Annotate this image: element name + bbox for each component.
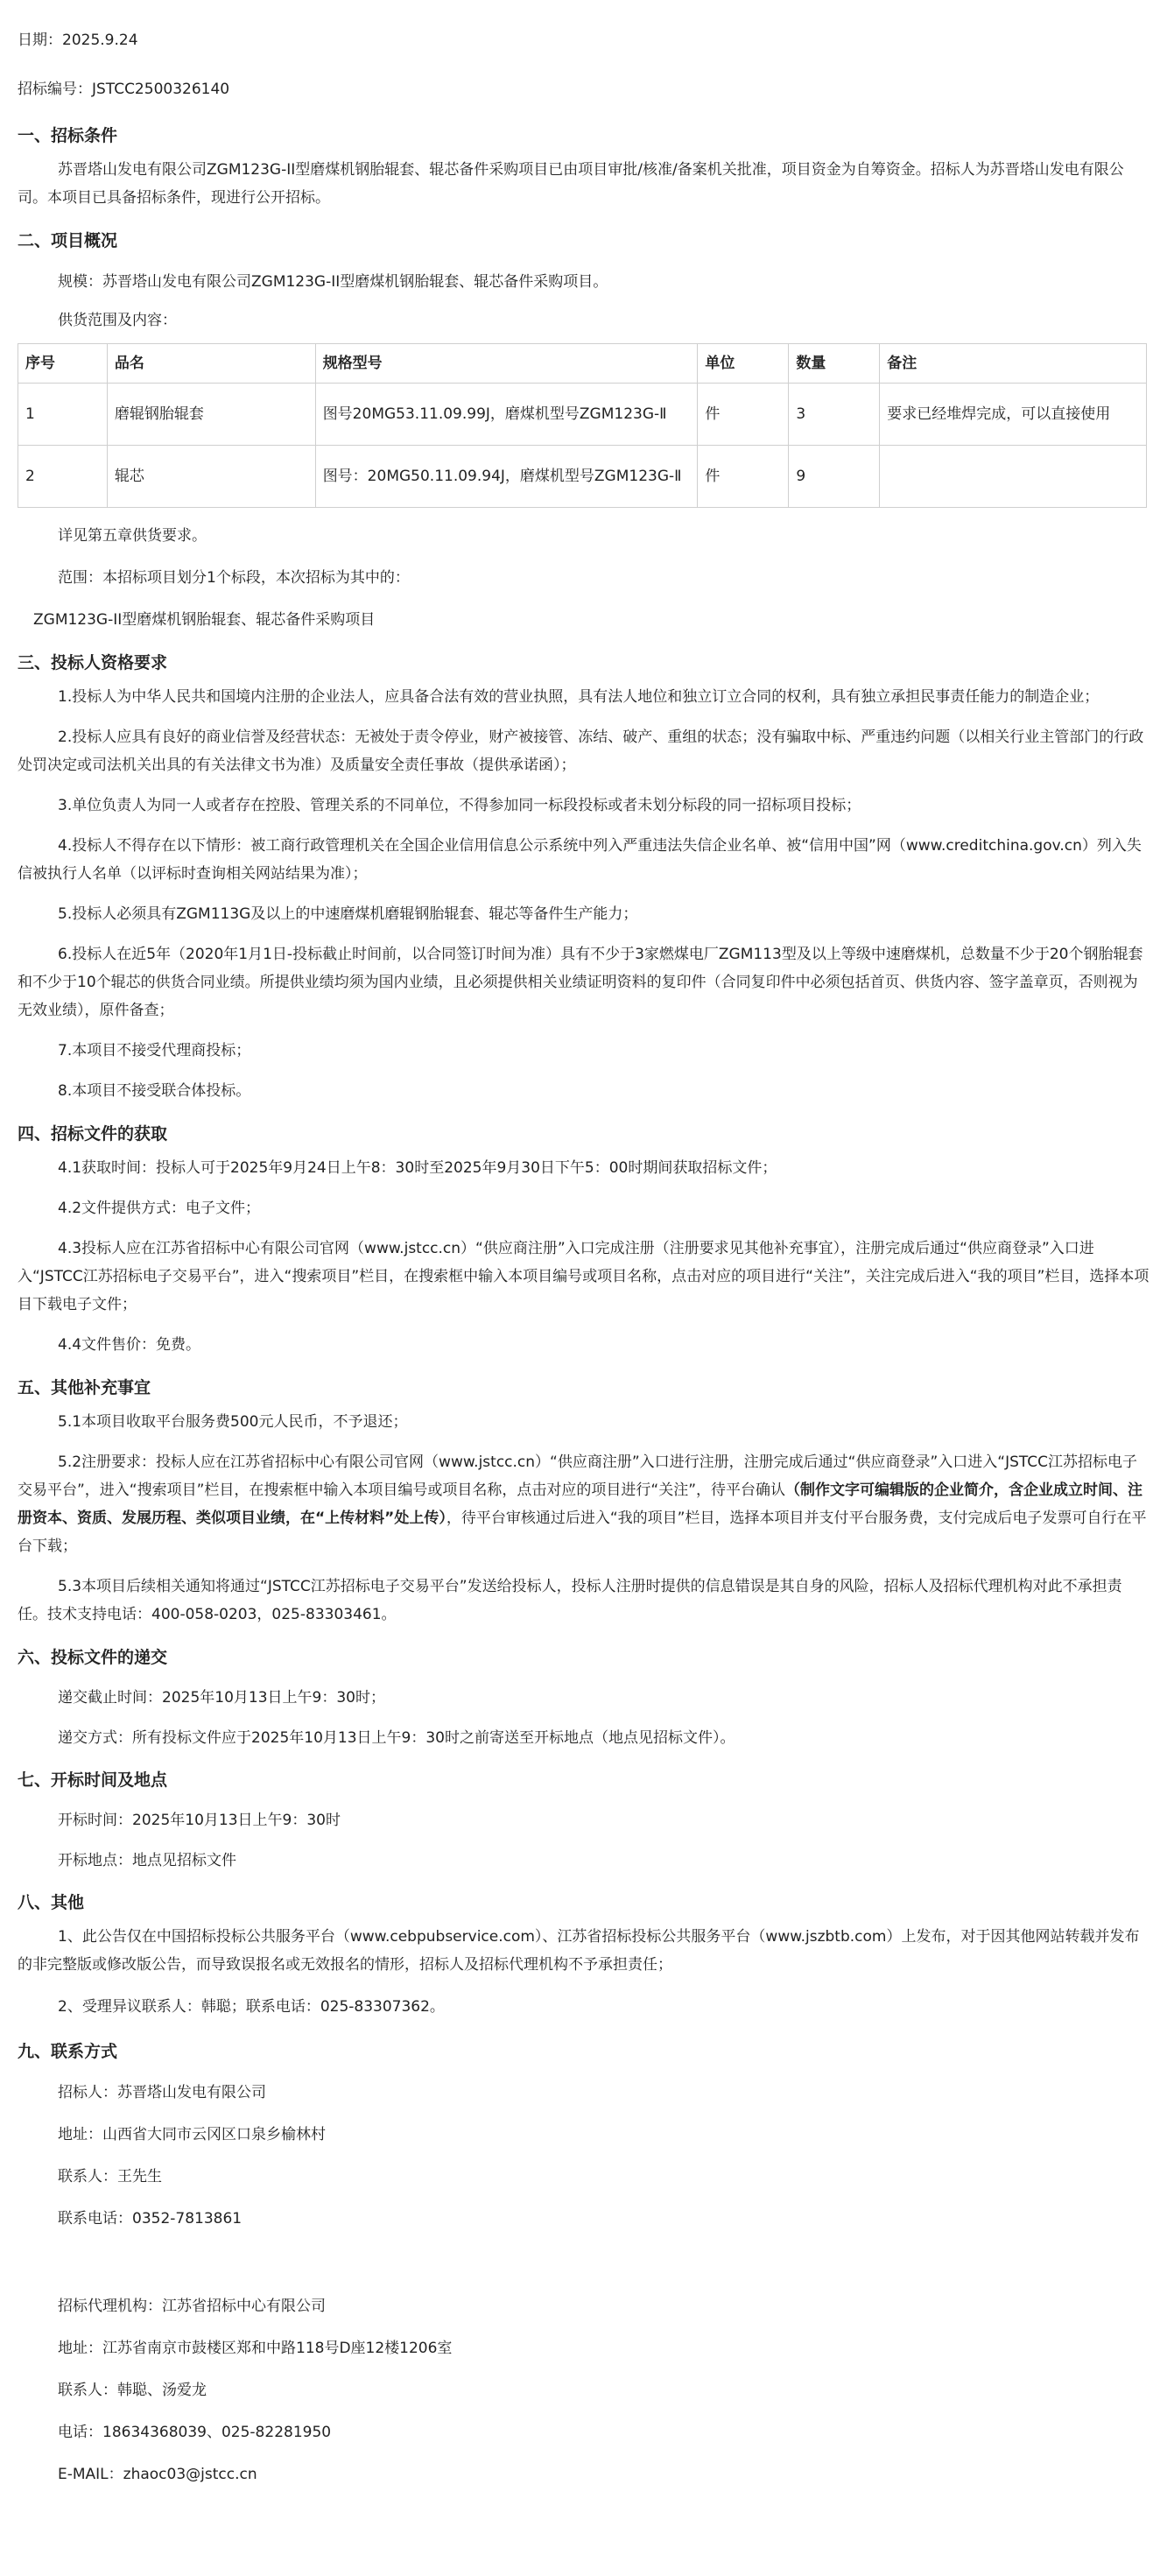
qualification-item-3: 3.单位负责人为同一人或者存在控股、管理关系的不同单位，不得参加同一标段投标或者未划分标段的同一招标项目投标； [58,797,861,814]
tenderer-address: 地址：山西省大同市云冈区口泉乡榆林村 [58,2126,326,2143]
registration-text-end: ，待平台审核通过后进入“我的项目”栏目，选择本项目并支付平台服务费，支付完成后电子发票可自行在平台下载； [18,1510,1147,1555]
registration-text: 5.2注册要求：投标人应在江苏省招标中心有限公司官网（www.jstcc.cn）“供应商注册”入口进行注册，注册完成后通过“供应商登录”入口进入“JSTCC江苏招标电子交易平台”，进入“搜索项目”栏目，在搜索框中输入本项目编号或项目名称，点击对应的项目进行“关注”，待平台确认 [18,1453,1138,1499]
agency-contact: 联系人：韩聪、汤爱龙 [58,2382,207,2399]
section-title-bid-submission: 六、投标文件的递交 [18,1648,168,1667]
table-cell: 图号20MG53.11.09.99J，磨煤机型号ZGM123G-Ⅱ [315,384,698,446]
agency-address: 地址：江苏省南京市鼓楼区郑和中路118号D座12楼1206室 [58,2340,453,2357]
acquisition-item-2: 4.2文件提供方式：电子文件； [58,1200,261,1217]
supplementary-item-3: 5.3本项目后续相关通知将通过“JSTCC江苏招标电子交易平台”发送给投标人，投标人注册时提供的信息错误是其自身的风险，招标人及招标代理机构对此不承担责任。技术支持电话：400-058-0203，025-83303461。 [18,1578,1122,1623]
column-header: 品名 [107,344,315,384]
section-title-document-acquisition: 四、招标文件的获取 [18,1124,168,1144]
table-cell: 件 [698,384,789,446]
supply-items-table [18,343,1147,508]
table-row [18,384,1147,446]
announcement-date: 日期：2025.9.24 [18,32,138,49]
tenderer-contact: 联系人：王先生 [58,2168,162,2185]
qualification-item-2: 2.投标人应具有良好的商业信誉及经营状态：无被处于责令停业，财产被接管、冻结、破产、重组的状态；没有骗取中标、严重违约问题（以相关行业主管部门的行政处罚决定或司法机关出具的有关法律文书为准）及质量安全责任事故（提供承诺函）； [18,728,1144,774]
qualification-item-5: 5.投标人必须具有ZGM113G及以上的中速磨煤机磨辊钢胎辊套、辊芯等备件生产能力； [58,905,638,923]
submission-deadline: 递交截止时间：2025年10月13日上午9：30时； [58,1689,385,1707]
column-header: 数量 [789,344,880,384]
section-title-other: 八、其他 [18,1893,85,1912]
project-scale: 规模：苏晋塔山发电有限公司ZGM123G-II型磨煤机钢胎辊套、辊芯备件采购项目。 [58,273,608,291]
agency-phone: 电话：18634368039、025-82281950 [58,2424,332,2441]
submission-method: 递交方式：所有投标文件应于2025年10月13日上午9：30时之前寄送至开标地点（地点见招标文件）。 [58,1729,735,1747]
qualification-item-6: 6.投标人在近5年（2020年1月1日-投标截止时间前，以合同签订时间为准）具有不少于3家燃煤电厂ZGM113型及以上等级中速磨煤机，总数量不少于20个钢胎辊套和不少于10个辊芯的供货合同业绩。所提供业绩均须为国内业绩，且必须提供相关业绩证明资料的复印件（合同复印件中必须包括首页、供货内容、签字盖章页，否则视为无效业绩），原件备查； [18,946,1143,1019]
section-title-contacts: 九、联系方式 [18,2042,118,2061]
tender-number: 招标编号：JSTCC2500326140 [18,81,230,98]
agency-name: 招标代理机构：江苏省招标中心有限公司 [58,2298,326,2315]
table-cell: 磨辊钢胎辊套 [107,384,315,446]
acquisition-item-4: 4.4文件售价：免费。 [58,1336,201,1354]
qualification-item-1: 1.投标人为中华人民共和国境内注册的企业法人，应具备合法有效的营业执照，具有法人地位和独立订立合同的权利，具有独立承担民事责任能力的制造企业； [58,688,1100,706]
table-cell [880,446,1147,508]
opening-time: 开标时间：2025年10月13日上午9：30时 [58,1812,341,1829]
table-cell: 2 [18,446,108,508]
lot-name: ZGM123G-II型磨煤机钢胎辊套、辊芯备件采购项目 [33,611,376,629]
qualification-item-7: 7.本项目不接受代理商投标； [58,1042,251,1059]
other-item-2: 2、受理异议联系人：韩聪；联系电话：025-83307362。 [58,1998,445,2016]
opening-place: 开标地点：地点见招标文件 [58,1852,236,1869]
table-cell: 辊芯 [107,446,315,508]
supplementary-item-2 [18,1448,1149,1560]
section-title-bidder-qualifications: 三、投标人资格要求 [18,653,168,672]
table-cell: 要求已经堆焊完成，可以直接使用 [880,384,1147,446]
table-cell: 3 [789,384,880,446]
tenderer-name: 招标人：苏晋塔山发电有限公司 [58,2084,266,2101]
acquisition-item-1: 4.1获取时间：投标人可于2025年9月24日上午8：30时至2025年9月30日下午5：00时期间获取招标文件； [58,1159,777,1177]
table-cell: 9 [789,446,880,508]
table-cell: 1 [18,384,108,446]
table-cell: 图号：20MG50.11.09.94J，磨煤机型号ZGM123G-Ⅱ [315,446,698,508]
table-header-row [18,344,1147,384]
table-row [18,446,1147,508]
acquisition-item-3: 4.3投标人应在江苏省招标中心有限公司官网（www.jstcc.cn）“供应商注册”入口完成注册（注册要求见其他补充事宜），注册完成后通过“供应商登录”入口进入“JSTCC江苏招标电子交易平台”，进入“搜索项目”栏目，在搜索框中输入本项目编号或项目名称，点击对应的项目进行“关注”，关注完成后进入“我的项目”栏目，选择本项目下载电子文件； [18,1240,1149,1313]
column-header: 序号 [18,344,108,384]
column-header: 备注 [880,344,1147,384]
section-title-supplementary: 五、其他补充事宜 [18,1378,151,1397]
section-title-bid-opening: 七、开标时间及地点 [18,1770,168,1790]
supplementary-item-1: 5.1本项目收取平台服务费500元人民币，不予退还； [58,1413,408,1431]
qualification-item-4: 4.投标人不得存在以下情形：被工商行政管理机关在全国企业信用信息公示系统中列入严重违法失信企业名单、被“信用中国”网（www.creditchina.gov.cn）列入失信被执行人名单（以评标时查询相关网站结果为准）； [18,837,1142,883]
other-item-1: 1、此公告仅在中国招标投标公共服务平台（www.cebpubservice.com）、江苏省招标投标公共服务平台（www.jszbtb.com）上发布，对于因其他网站转载并发布的非完整版或修改版公告，而导致误报名或无效报名的情形，招标人及招标代理机构不予承担责任； [18,1928,1140,1974]
tenderer-phone: 联系电话：0352-7813861 [58,2210,243,2228]
qualification-item-8: 8.本项目不接受联合体投标。 [58,1082,251,1100]
column-header: 单位 [698,344,789,384]
supply-scope-label: 供货范围及内容： [58,312,177,329]
agency-email: E-MAIL：zhaoc03@jstcc.cn [58,2466,257,2483]
lot-range: 范围：本招标项目划分1个标段，本次招标为其中的： [58,569,410,587]
table-cell: 件 [698,446,789,508]
section-title-project-overview: 二、项目概况 [18,231,118,250]
section-title-tender-conditions: 一、招标条件 [18,126,118,145]
tender-conditions-text: 苏晋塔山发电有限公司ZGM123G-II型磨煤机钢胎辊套、辊芯备件采购项目已由项目审批/核准/备案机关批准，项目资金为自筹资金。招标人为苏晋塔山发电有限公司。本项目已具备招标条件，现进行公开招标。 [18,161,1124,207]
column-header: 规格型号 [315,344,698,384]
registration-requirement-bold: （制作文字可编辑版的企业简介，含企业成立时间、注册资本、资质、发展历程、类似项目业绩，在“上传材料”处上传） [18,1482,1143,1527]
supply-requirements-note: 详见第五章供货要求。 [58,527,207,545]
